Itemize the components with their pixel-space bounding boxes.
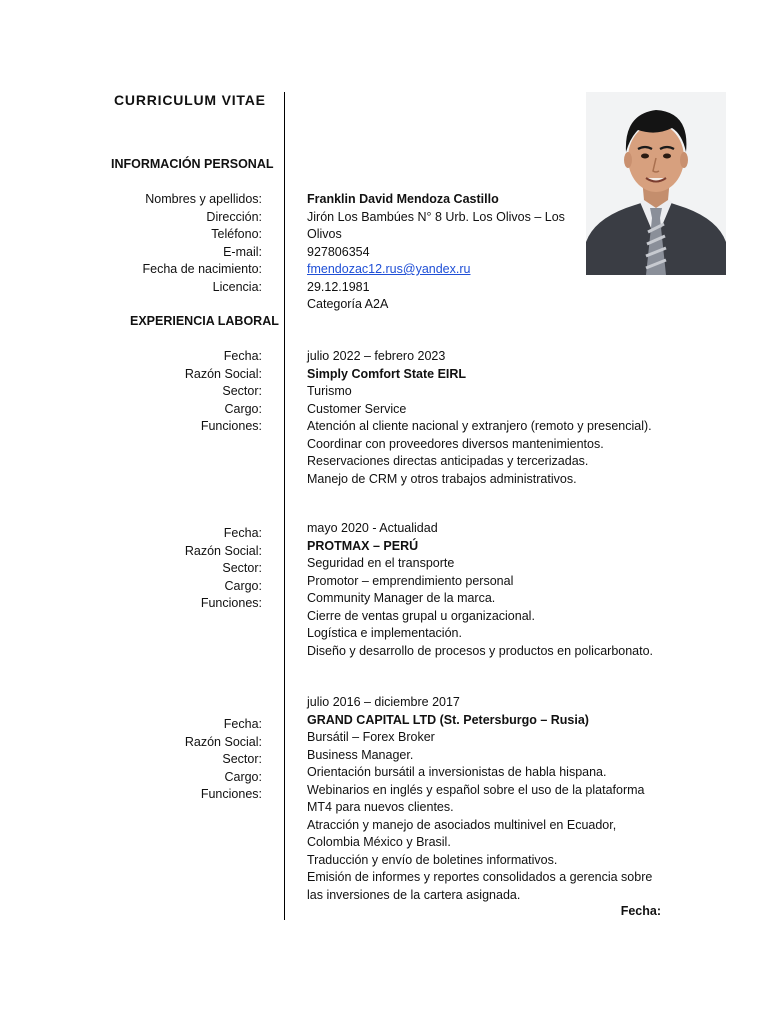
trailing-date-label: Fecha: xyxy=(620,904,661,918)
job-function: las inversiones de la cartera asignada. xyxy=(307,887,521,902)
label-birthdate: Fecha de nacimiento: xyxy=(142,262,262,276)
job-function: Manejo de CRM y otros trabajos administrativos. xyxy=(307,471,577,486)
label-role: Cargo: xyxy=(224,401,262,416)
job-sector: Turismo xyxy=(307,384,352,398)
label-functions: Funciones: xyxy=(200,596,262,610)
phone-value: 927806354 xyxy=(307,244,370,259)
job-function: Colombia México y Brasil. xyxy=(307,835,451,849)
label-date: Fecha: xyxy=(223,717,262,731)
label-license: Licencia: xyxy=(212,279,262,294)
document-title: CURRICULUM VITAE xyxy=(114,92,266,108)
job-function: Community Manager de la marca. xyxy=(307,591,496,605)
job-2 xyxy=(307,520,667,660)
label-sector: Sector: xyxy=(222,752,262,766)
job-3 xyxy=(307,694,667,904)
label-role: Cargo: xyxy=(224,769,262,784)
job-function: Orientación bursátil a inversionistas de habla hispana. xyxy=(307,765,607,779)
job-sector: Seguridad en el transporte xyxy=(307,556,455,570)
experience-heading: EXPERIENCIA LABORAL xyxy=(130,314,279,328)
label-company: Razón Social: xyxy=(184,366,262,381)
job-3-labels xyxy=(82,716,262,804)
label-date: Fecha: xyxy=(223,349,262,363)
job-function: Diseño y desarrollo de procesos y productos en policarbonato. xyxy=(307,643,654,658)
label-email: E-mail: xyxy=(223,244,262,259)
label-date: Fecha: xyxy=(223,526,262,540)
personal-info-heading: INFORMACIÓN PERSONAL xyxy=(111,157,274,171)
job-function: Emisión de informes y reportes consolidados a gerencia sobre xyxy=(307,870,653,884)
label-phone: Teléfono: xyxy=(211,227,262,241)
job-role: Customer Service xyxy=(307,401,407,416)
job-function: MT4 para nuevos clientes. xyxy=(307,800,454,814)
label-company: Razón Social: xyxy=(184,543,262,558)
job-date: julio 2022 – febrero 2023 xyxy=(307,349,446,363)
job-role: Promotor – emprendimiento personal xyxy=(307,573,514,588)
label-sector: Sector: xyxy=(222,384,262,398)
label-sector: Sector: xyxy=(222,561,262,575)
job-function: Cierre de ventas grupal u organizacional. xyxy=(307,608,535,623)
address-line-1: Jirón Los Bambúes N° 8 Urb. Los Olivos – Los xyxy=(307,209,565,224)
label-functions: Funciones: xyxy=(200,787,262,801)
job-1-labels xyxy=(82,348,262,436)
vertical-divider xyxy=(284,92,285,920)
label-address: Dirección: xyxy=(206,209,262,224)
job-date: mayo 2020 - Actualidad xyxy=(307,521,438,535)
job-date: julio 2016 – diciembre 2017 xyxy=(307,695,460,709)
birthdate-value: 29.12.1981 xyxy=(307,279,370,294)
license-value: Categoría A2A xyxy=(307,297,389,311)
job-2-labels xyxy=(82,525,262,613)
label-role: Cargo: xyxy=(224,578,262,593)
label-name: Nombres y apellidos: xyxy=(145,192,262,206)
job-function: Traducción y envío de boletines informativos. xyxy=(307,852,558,867)
personal-labels xyxy=(82,191,262,296)
job-function: Coordinar con proveedores diversos mantenimientos. xyxy=(307,436,604,451)
label-functions: Funciones: xyxy=(200,419,262,433)
job-function: Logística e implementación. xyxy=(307,626,462,640)
label-company: Razón Social: xyxy=(184,734,262,749)
job-function: Atracción y manejo de asociados multinivel en Ecuador, xyxy=(307,817,617,832)
job-company: PROTMAX – PERÚ xyxy=(307,538,419,553)
job-role: Business Manager. xyxy=(307,747,414,762)
job-company: Simply Comfort State EIRL xyxy=(307,366,467,381)
portrait-illustration xyxy=(586,92,726,275)
address-line-2: Olivos xyxy=(307,227,342,241)
job-company: GRAND CAPITAL LTD (St. Petersburgo – Rusia) xyxy=(307,712,589,727)
job-function: Atención al cliente nacional y extranjero (remoto y presencial). xyxy=(307,419,652,433)
job-function: Reservaciones directas anticipadas y tercerizadas. xyxy=(307,454,589,468)
email-link[interactable]: fmendozac12.rus@yandex.ru xyxy=(307,262,471,276)
job-sector: Bursátil – Forex Broker xyxy=(307,730,435,744)
full-name: Franklin David Mendoza Castillo xyxy=(307,192,499,206)
profile-photo xyxy=(586,92,726,275)
job-function: Webinarios en inglés y español sobre el uso de la plataforma xyxy=(307,782,645,797)
job-1 xyxy=(307,348,667,488)
